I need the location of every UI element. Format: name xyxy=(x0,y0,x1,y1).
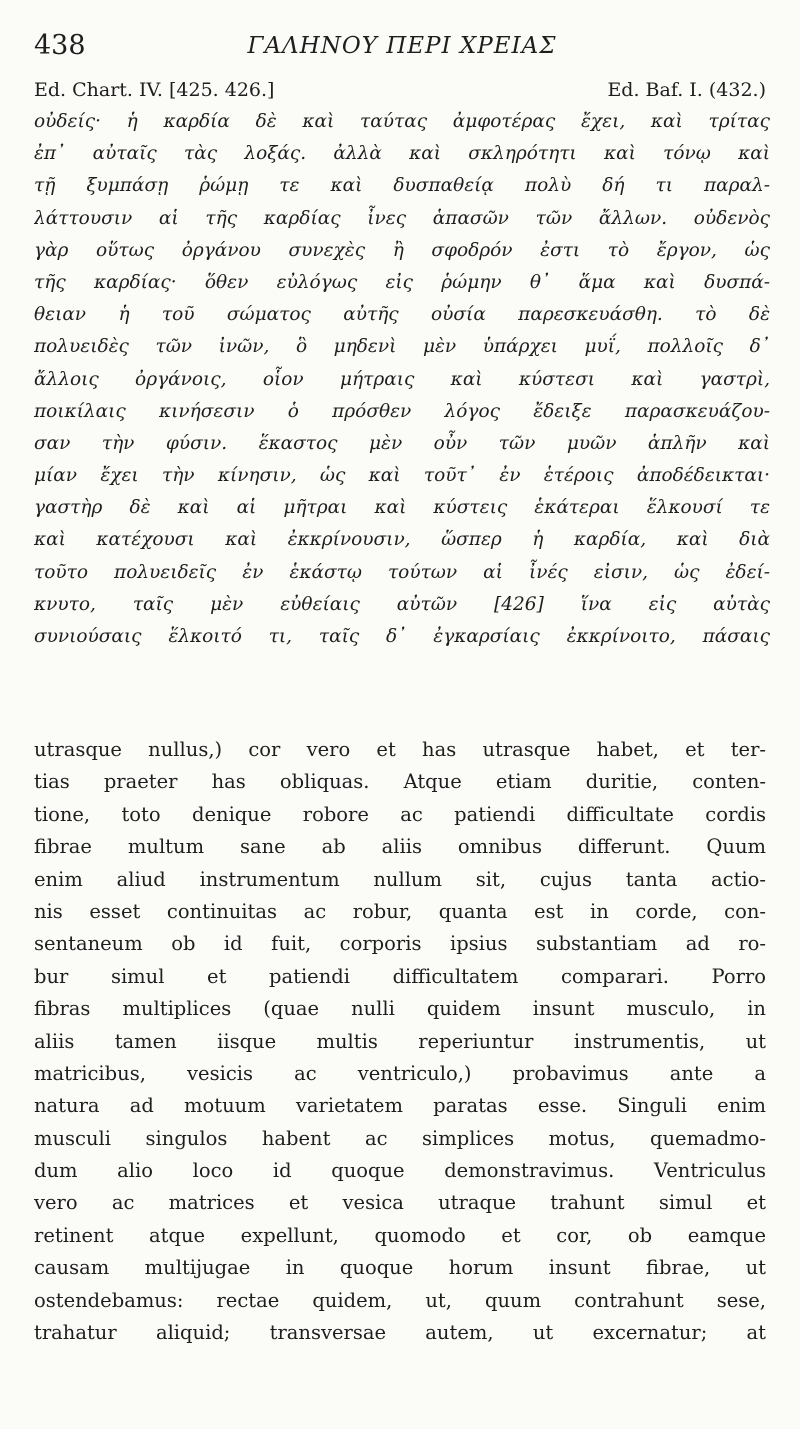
greek-line: κνυτο, ταῖς μὲν εὐθείαις αὐτῶν [426] ἵνα εἰς αὐτὰς xyxy=(34,593,770,615)
greek-line: ἄλλοις ὀργάνοις, οἷον μήτραις καὶ κύστεσι καὶ γαστρὶ, xyxy=(34,368,770,390)
latin-line: bur simul et patiendi difficultatem comparari. Porro xyxy=(34,964,766,988)
latin-line: tione, toto denique robore ac patiendi difficultate cordis xyxy=(34,802,766,826)
edition-basel-reference: Ed. Baf. I. (432.) xyxy=(607,79,766,101)
latin-line: sentaneum ob id fuit, corporis ipsius substantiam ad ro- xyxy=(34,932,766,956)
edition-reference-line xyxy=(34,74,766,106)
greek-line: τοῦτο πολυειδεῖς ἐν ἑκάστῳ τούτων αἱ ἶνές εἰσιν, ὡς ἐδεί- xyxy=(34,561,770,583)
running-title: ΓΑΛΗΝΟΥ ΠΕΡΙ ΧΡΕΙΑΣ xyxy=(247,33,557,59)
greek-line: λάττουσιν αἱ τῆς καρδίας ἶνες ἁπασῶν τῶν ἄλλων. οὐδενὸς xyxy=(34,207,770,229)
latin-line: enim aliud instrumentum nullum sit, cujus tanta actio- xyxy=(34,867,766,891)
latin-line: musculi singulos habent ac simplices motus, quemadmo- xyxy=(34,1126,766,1150)
greek-line: καὶ κατέχουσι καὶ ἐκκρίνουσιν, ὥσπερ ἡ καρδία, καὶ διὰ xyxy=(34,529,770,551)
latin-line: matricibus, vesicis ac ventriculo,) probavimus ante a xyxy=(34,1061,766,1085)
latin-line: nis esset continuitas ac robur, quanta est in corde, con- xyxy=(34,899,766,923)
latin-text-block xyxy=(34,734,766,1349)
latin-line: fibrae multum sane ab aliis omnibus differunt. Quum xyxy=(34,835,766,859)
greek-line: θειαν ἡ τοῦ σώματος αὐτῆς οὐσία παρεσκευάσθη. τὸ δὲ xyxy=(34,304,770,326)
greek-line: τῇ ξυμπάσῃ ῥώμῃ τε καὶ δυσπαθείᾳ πολὺ δή τι παραλ- xyxy=(34,175,770,197)
greek-line: οὐδείς· ἡ καρδία δὲ καὶ ταύτας ἀμφοτέρας ἔχει, καὶ τρίτας xyxy=(34,111,770,132)
latin-line: dum alio loco id quoque demonstravimus. Ventriculus xyxy=(34,1159,766,1183)
page-number: 438 xyxy=(34,30,86,61)
latin-line: vero ac matrices et vesica utraque trahunt simul et xyxy=(34,1191,766,1215)
latin-line: natura ad motuum varietatem paratas esse. Singuli enim xyxy=(34,1094,766,1118)
latin-line: retinent atque expellunt, quomodo et cor, ob eamque xyxy=(34,1223,766,1247)
latin-line: fibras multiplices (quae nulli quidem insunt musculo, in xyxy=(34,997,766,1021)
latin-line: ostendebamus: rectae quidem, ut, quum contrahunt sese, xyxy=(34,1288,766,1312)
greek-text-block xyxy=(34,106,770,653)
latin-line: utrasque nullus,) cor vero et has utrasque habet, et ter- xyxy=(34,738,766,761)
greek-line: πολυειδὲς τῶν ἰνῶν, ὃ μηδενὶ μὲν ὑπάρχει μυΐ, πολλοῖς δ᾽ xyxy=(34,336,770,358)
edition-chart-reference: Ed. Chart. IV. [425. 426.] xyxy=(34,79,275,101)
greek-line: συνιούσαις ἕλκοιτό τι, ταῖς δ᾽ ἐγκαρσίαις ἐκκρίνοιτο, πάσαις xyxy=(34,626,770,647)
greek-line: ἐπ᾽ αὐταῖς τὰς λοξάς. ἀλλὰ καὶ σκληρότητι καὶ τόνῳ καὶ xyxy=(34,143,770,165)
greek-line: γὰρ οὕτως ὀργάνου συνεχὲς ἢ σφοδρόν ἐστι τὸ ἔργον, ὡς xyxy=(34,239,770,261)
greek-line: σαν τὴν φύσιν. ἕκαστος μὲν οὖν τῶν μυῶν ἁπλῆν καὶ xyxy=(34,432,770,454)
latin-line: aliis tamen iisque multis reperiuntur instrumentis, ut xyxy=(34,1029,766,1053)
greek-line: ποικίλαις κινήσεσιν ὁ πρόσθεν λόγος ἔδειξε παρασκευάζου- xyxy=(34,400,770,422)
greek-line: μίαν ἔχει τὴν κίνησιν, ὡς καὶ τοῦτ᾽ ἐν ἑτέροις ἀποδέδεικται· xyxy=(34,465,770,487)
latin-line: trahatur aliquid; transversae autem, ut excernatur; at xyxy=(34,1321,766,1345)
greek-line: γαστὴρ δὲ καὶ αἱ μῆτραι καὶ κύστεις ἑκάτεραι ἕλκουσί τε xyxy=(34,497,770,519)
page-header xyxy=(34,26,770,66)
latin-line: tias praeter has obliquas. Atque etiam duritie, conten- xyxy=(34,770,766,794)
latin-line: causam multijugae in quoque horum insunt fibrae, ut xyxy=(34,1256,766,1280)
greek-line: τῆς καρδίας· ὅθεν εὐλόγως εἰς ῥώμην θ᾽ ἅμα καὶ δυσπά- xyxy=(34,271,770,293)
